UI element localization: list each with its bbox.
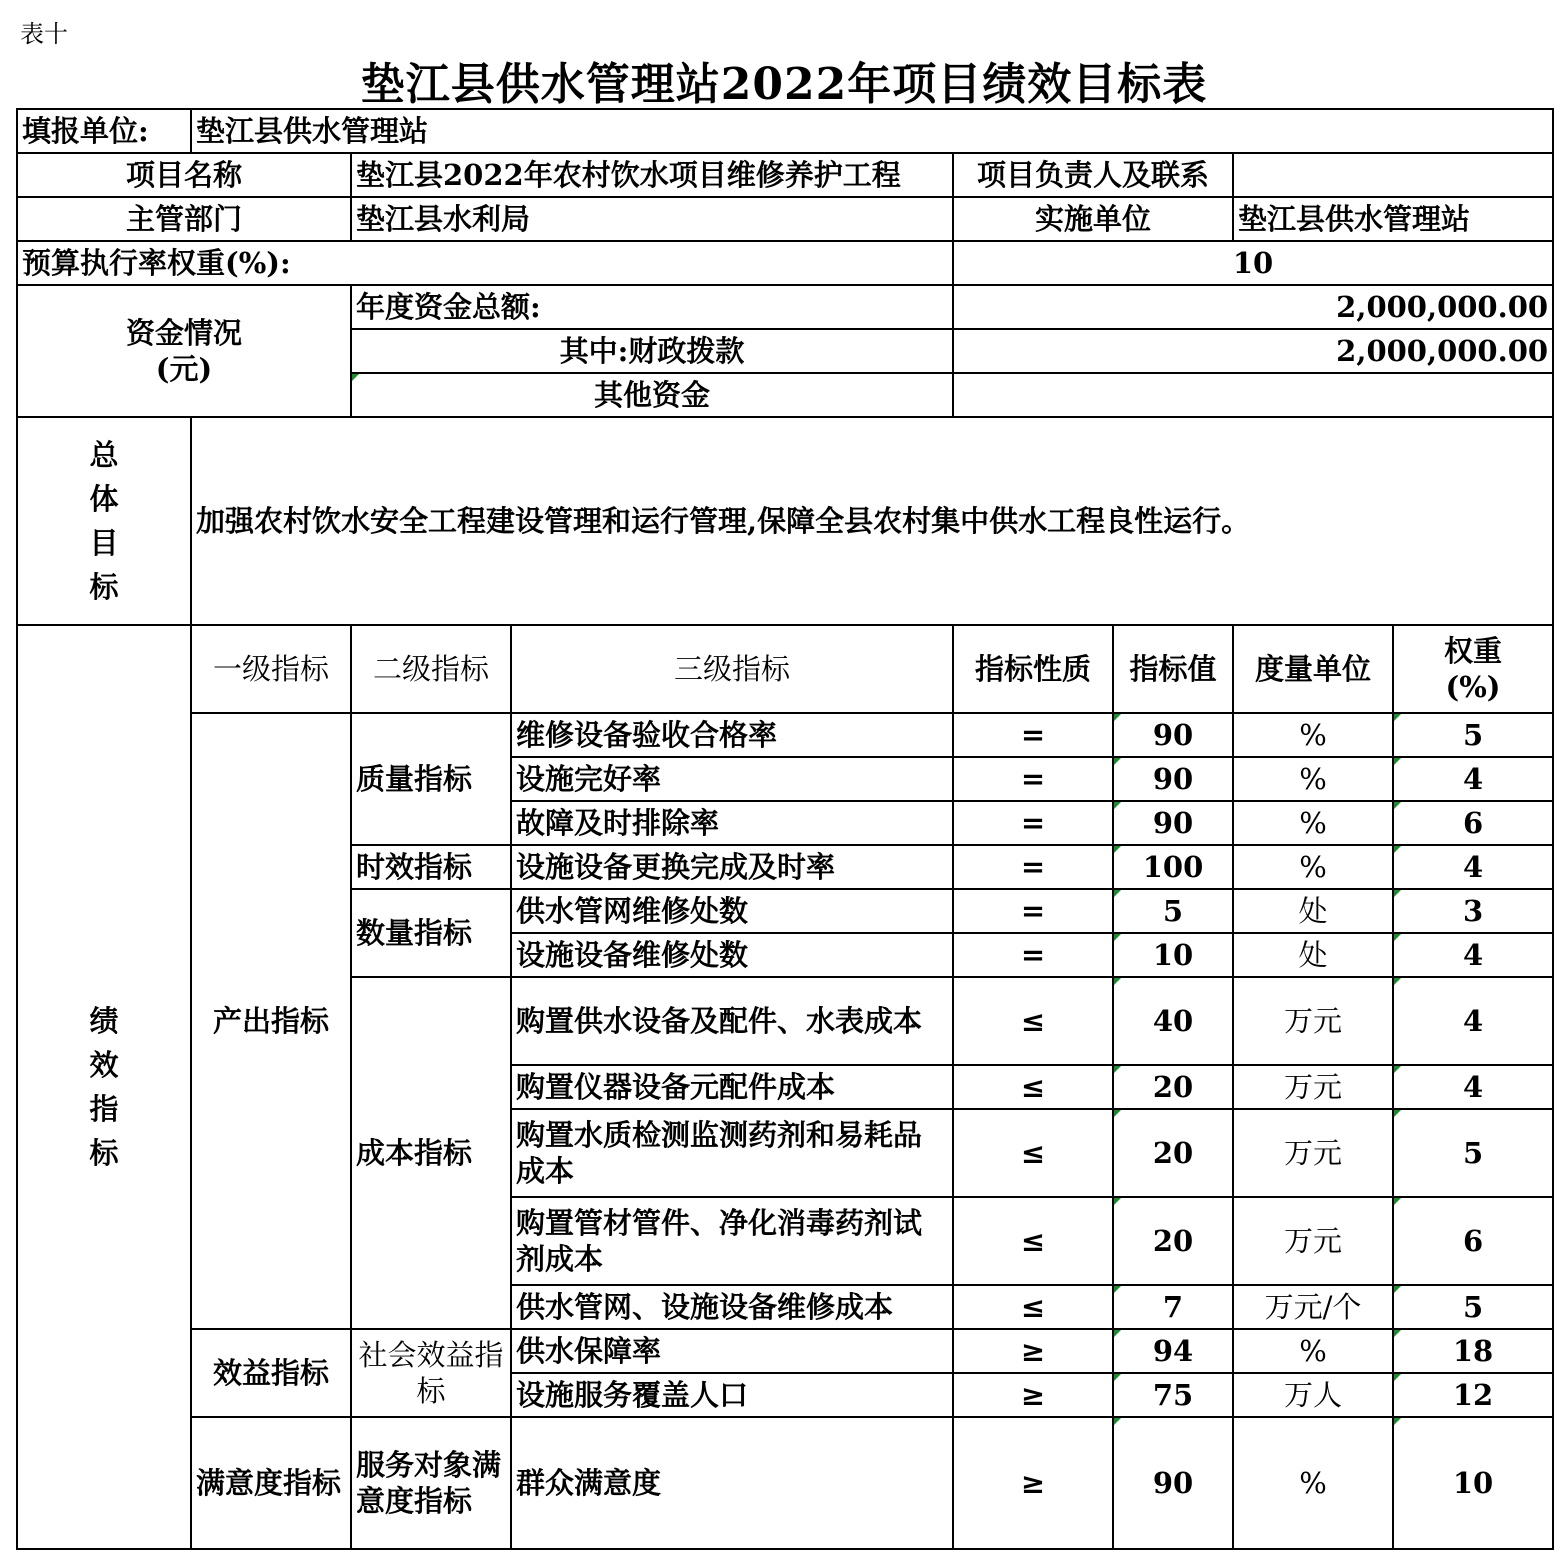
indicators-label-char: 指 [89,1092,119,1126]
table-row [17,1417,1553,1549]
indicator-unit: 万元/个 [1233,1285,1393,1329]
indicator-weight: 4 [1393,757,1553,801]
goal-label-char: 体 [89,482,119,516]
level1-output: 产出指标 [191,713,351,1329]
indicator-weight: 3 [1393,889,1553,933]
indicator-nature: = [953,889,1113,933]
level1-benefit: 效益指标 [191,1329,351,1417]
indicator-value: 90 [1113,757,1233,801]
indicator-nature: ≤ [953,1065,1113,1109]
indicator-weight: 5 [1393,1109,1553,1197]
indicator-unit: 万元 [1233,1065,1393,1109]
indicator-name: 群众满意度 [511,1417,953,1549]
unit-label: 填报单位: [17,109,191,153]
indicator-value: 94 [1113,1329,1233,1373]
indicator-value: 90 [1113,1417,1233,1549]
indicator-value: 20 [1113,1065,1233,1109]
funds-fiscal-value: 2,000,000.00 [953,329,1553,373]
level2-quantity: 数量指标 [351,889,511,977]
funds-fiscal-label: 其中:财政拨款 [351,329,953,373]
indicator-nature: ≤ [953,1285,1113,1329]
indicator-unit: 处 [1233,889,1393,933]
indicator-unit: % [1233,801,1393,845]
indicator-unit: % [1233,845,1393,889]
project-name-value: 垫江县2022年农村饮水项目维修养护工程 [351,153,953,197]
indicator-nature: = [953,801,1113,845]
indicator-nature: ≥ [953,1329,1113,1373]
indicator-name: 设施设备维修处数 [511,933,953,977]
table-row [17,1329,1553,1373]
header-weight-line1: 权重 [1444,634,1503,668]
goal-label-char: 总 [89,438,119,472]
dept-value: 垫江县水利局 [351,197,953,241]
indicators-label-char: 绩 [89,1004,119,1038]
funds-label-line1: 资金情况 [125,316,242,350]
goal-label [17,417,191,625]
indicator-nature: = [953,845,1113,889]
indicator-name: 供水管网维修处数 [511,889,953,933]
header-nature: 指标性质 [953,625,1113,713]
budget-rate-label: 预算执行率权重(%): [17,241,953,285]
impl-value: 垫江县供水管理站 [1233,197,1553,241]
indicator-nature: = [953,713,1113,757]
unit-value: 垫江县供水管理站 [191,109,1553,153]
indicator-name: 购置管材管件、净化消毒药剂试剂成本 [511,1197,953,1285]
indicator-unit: % [1233,757,1393,801]
level2-social: 社会效益指标 [351,1329,511,1417]
indicator-weight: 6 [1393,1197,1553,1285]
level2-quality: 质量指标 [351,713,511,845]
impl-label: 实施单位 [953,197,1233,241]
indicator-unit: 万元 [1233,1109,1393,1197]
indicators-label-char: 效 [89,1048,119,1082]
indicator-weight: 4 [1393,933,1553,977]
indicator-value: 20 [1113,1197,1233,1285]
indicator-name: 设施设备更换完成及时率 [511,845,953,889]
funds-other-value [953,373,1553,417]
indicator-nature: ≥ [953,1373,1113,1417]
indicator-weight: 18 [1393,1329,1553,1373]
level2-cost: 成本指标 [351,977,511,1329]
indicator-name: 购置水质检测监测药剂和易耗品成本 [511,1109,953,1197]
indicator-name: 设施完好率 [511,757,953,801]
indicator-value: 75 [1113,1373,1233,1417]
indicator-unit: 万元 [1233,1197,1393,1285]
table-row [17,713,1553,757]
indicator-weight: 12 [1393,1373,1553,1417]
indicator-weight: 5 [1393,1285,1553,1329]
indicator-nature: ≤ [953,977,1113,1065]
indicator-weight: 4 [1393,845,1553,889]
goal-text: 加强农村饮水安全工程建设管理和运行管理,保障全县农村集中供水工程良性运行。 [191,417,1553,625]
indicator-nature: ≤ [953,1109,1113,1197]
header-level2: 二级指标 [351,625,511,713]
level1-satisfaction: 满意度指标 [191,1417,351,1549]
funds-label [17,285,351,417]
indicator-weight: 10 [1393,1417,1553,1549]
indicator-value: 20 [1113,1109,1233,1197]
header-weight [1393,625,1553,713]
indicator-unit: 处 [1233,933,1393,977]
header-level1: 一级指标 [191,625,351,713]
header-unit: 度量单位 [1233,625,1393,713]
indicator-unit: % [1233,1329,1393,1373]
indicators-label [17,625,191,1549]
indicator-name: 购置供水设备及配件、水表成本 [511,977,953,1065]
indicator-name: 购置仪器设备元配件成本 [511,1065,953,1109]
indicator-unit: 万元 [1233,977,1393,1065]
indicator-value: 90 [1113,801,1233,845]
indicator-value: 40 [1113,977,1233,1065]
funds-total-value: 2,000,000.00 [953,285,1553,329]
header-level3: 三级指标 [511,625,953,713]
indicator-weight: 6 [1393,801,1553,845]
indicator-unit: % [1233,1417,1393,1549]
indicator-name: 供水管网、设施设备维修成本 [511,1285,953,1329]
indicator-nature: = [953,933,1113,977]
indicator-weight: 4 [1393,1065,1553,1109]
indicators-label-char: 标 [89,1136,119,1170]
contact-value [1233,153,1553,197]
table-number-label: 表十 [20,20,68,48]
indicator-unit: % [1233,713,1393,757]
indicator-value: 90 [1113,713,1233,757]
goal-label-char: 目 [89,526,119,560]
goal-label-char: 标 [89,570,119,604]
funds-other-label: 其他资金 [351,373,953,417]
header-weight-line2: (%) [1445,670,1501,704]
funds-label-line2: (元) [155,352,213,386]
header-value: 指标值 [1113,625,1233,713]
page-title: 垫江县供水管理站2022年项目绩效目标表 [360,59,1208,110]
indicator-value: 10 [1113,933,1233,977]
indicator-name: 供水保障率 [511,1329,953,1373]
project-name-label: 项目名称 [17,153,351,197]
indicator-value: 100 [1113,845,1233,889]
indicator-name: 故障及时排除率 [511,801,953,845]
funds-total-label: 年度资金总额: [351,285,953,329]
level2-service: 服务对象满意度指标 [351,1417,511,1549]
indicator-name: 设施服务覆盖人口 [511,1373,953,1417]
dept-label: 主管部门 [17,197,351,241]
indicator-value: 7 [1113,1285,1233,1329]
indicator-value: 5 [1113,889,1233,933]
indicator-nature: ≥ [953,1417,1113,1549]
indicator-nature: = [953,757,1113,801]
performance-target-table [16,108,1554,1550]
indicator-unit: 万人 [1233,1373,1393,1417]
budget-rate-value: 10 [953,241,1553,285]
indicator-name: 维修设备验收合格率 [511,713,953,757]
indicator-weight: 4 [1393,977,1553,1065]
level2-timeliness: 时效指标 [351,845,511,889]
indicator-nature: ≤ [953,1197,1113,1285]
indicator-weight: 5 [1393,713,1553,757]
contact-label: 项目负责人及联系 [953,153,1233,197]
